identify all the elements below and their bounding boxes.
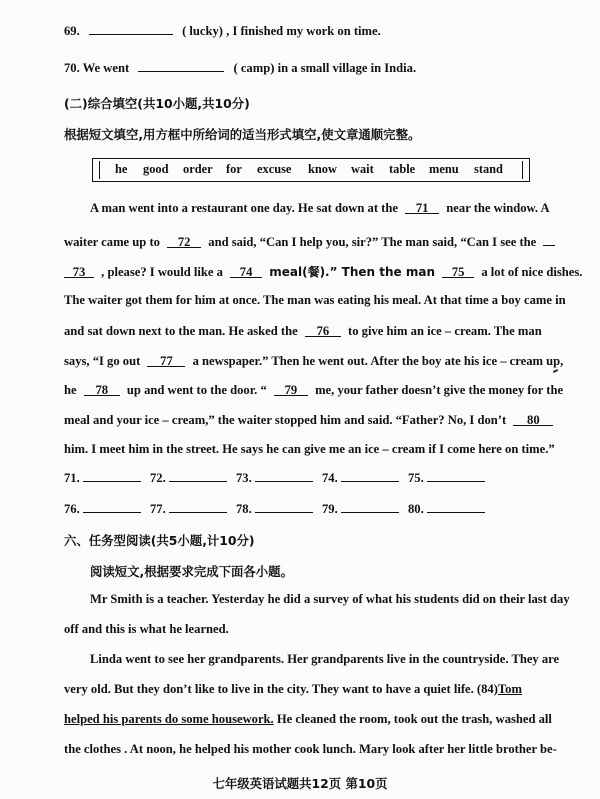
answer-line-78[interactable]: 78. (236, 501, 313, 517)
section-2-instruction: 根据短文填空,用方框中所给词的适当形式填空,使文章通顺完整。 (64, 127, 421, 142)
word-box-item: stand (474, 162, 503, 176)
answer-line-76[interactable]: 76. (64, 501, 141, 517)
reading-line-4: very old. But they don’t like to live in the city. They want to have a quiet life. (84)Tom (64, 682, 522, 696)
answer-line-74[interactable]: 74. (322, 470, 399, 486)
word-box-item: for (226, 162, 242, 176)
word-box-item: excuse (257, 162, 292, 176)
answer-line-73[interactable]: 73. (236, 470, 313, 486)
reading-line-3: Linda went to see her grandparents. Her grandparents live in the countryside. They are (90, 652, 560, 666)
passage-line-3: 73 , please? I would like a 74 meal(餐).” Then the man 75 a lot of nice dishes. (64, 263, 582, 280)
answer-line-79[interactable]: 79. (322, 501, 399, 517)
passage-line-2: waiter came up to 72 and said, “Can I help you, sir?” The man said, “Can I see the (64, 233, 555, 250)
answer-line-71[interactable]: 71. (64, 470, 141, 486)
word-box-item: order (183, 162, 213, 176)
blank-76[interactable]: 76 (305, 324, 341, 337)
passage-line-5: and sat down next to the man. He asked the 76 to give him an ice – cream. The man (64, 324, 542, 338)
blank-72[interactable]: 72 (167, 235, 201, 248)
blank-71[interactable]: 71 (405, 201, 439, 214)
answer-blank-69[interactable] (89, 22, 173, 35)
blank-74[interactable]: 74 (230, 265, 262, 278)
blank-78[interactable]: 78 (84, 383, 120, 396)
word-box-item: menu (429, 162, 459, 176)
section-6-title: 六、任务型阅读(共5小题,计10分) (64, 533, 255, 548)
blank-75[interactable]: 75 (442, 265, 474, 278)
blank-79[interactable]: 79 (274, 383, 308, 396)
blank-73[interactable]: 73 (64, 265, 94, 278)
underlined-sentence: helped his parents do some housework. (64, 712, 274, 726)
word-box-item: good (143, 162, 169, 176)
answer-line-77[interactable]: 77. (150, 501, 227, 517)
passage-line-1: A man went into a restaurant one day. He sat down at the 71 near the window. A (90, 201, 550, 215)
answer-blank-70[interactable] (138, 59, 224, 72)
passage-line-8: meal and your ice – cream,” the waiter stopped him and said. “Father? No, I don’t 80 (64, 413, 553, 428)
question-70: 70. We went ( camp) in a small village in India. (64, 61, 417, 75)
reading-line-5: helped his parents do some housework. He cleaned the room, took out the trash, washed all (64, 712, 552, 726)
page-footer: 七年级英语试题共12页 第10页 (212, 776, 388, 791)
section-6-instruction: 阅读短文,根据要求完成下面各小题。 (90, 564, 293, 579)
answer-line-72[interactable]: 72. (150, 470, 227, 486)
reading-line-2: off and this is what he learned. (64, 622, 229, 636)
reading-line-1: Mr Smith is a teacher. Yesterday he did a survey of what his students did on their last day (90, 592, 570, 606)
question-84-marker: (84) (476, 682, 498, 696)
word-box-item: know (308, 162, 337, 176)
word-box-item: wait (351, 162, 374, 176)
reading-line-6: the clothes . At noon, he helped his mother cook lunch. Mary look after her little brother be- (64, 742, 557, 756)
passage-line-4: The waiter got them for him at once. The man was eating his meal. At that time a boy came in (64, 293, 566, 307)
section-2-title: (二)综合填空(共10小题,共10分) (64, 96, 250, 111)
blank-80[interactable]: 80 (513, 413, 553, 426)
blank-77[interactable]: 77 (147, 354, 185, 367)
passage-line-9: him. I meet him in the street. He says he can give me an ice – cream if I come here on time.” (64, 442, 555, 456)
question-69: 69. ( lucky) , I finished my work on time. (64, 24, 381, 38)
answer-line-80[interactable]: 80. (408, 501, 485, 517)
passage-line-7: he 78 up and went to the door. “ 79 me, your father doesn’t give the money for the (64, 383, 564, 397)
passage-line-6: says, “I go out 77 a newspaper.” Then he went out. After the boy ate his ice – cream up, (64, 354, 564, 368)
word-box-item: he (115, 162, 128, 176)
word-box-item: table (389, 162, 416, 176)
word-box (92, 158, 530, 182)
answer-line-75[interactable]: 75. (408, 470, 485, 486)
underlined-sentence-start: Tom (497, 682, 522, 696)
stray-mark (553, 369, 558, 373)
